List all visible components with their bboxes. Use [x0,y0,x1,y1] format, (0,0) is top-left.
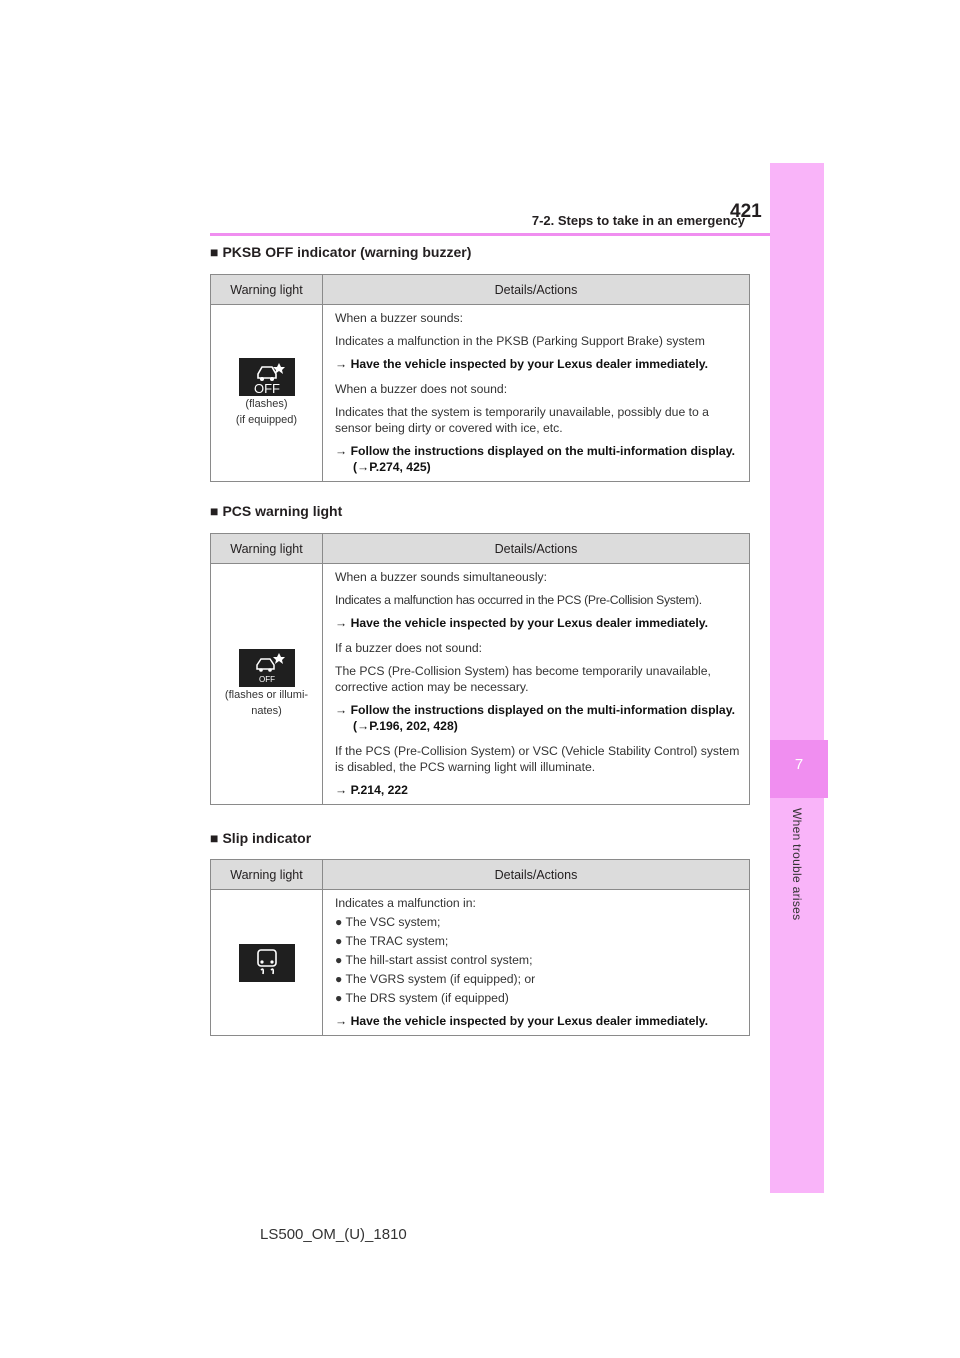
description-text: If the PCS (Pre-Collision System) or VSC (Vehicle Stability Control) system is disabled, the PCS warning light will illuminate. [335,744,740,774]
action-text: → Follow the instructions displayed on the multi-information display. [335,444,735,458]
details-cell [323,890,750,1036]
heading-slip [210,830,311,846]
warning-light-cell [211,564,323,805]
warning-light-cell [211,890,323,1036]
list-item [335,933,741,949]
col-details-actions: Details/Actions [323,534,750,564]
page-number: 421 [730,201,762,222]
table-slip [210,859,750,1036]
footer-document-code: LS500_OM_(U)_1810 [260,1226,407,1243]
bullet-dot-icon: ● [335,953,343,967]
list-item-text: The VGRS system (if equipped); or [345,972,536,986]
list-item-text: The DRS system (if equipped) [345,991,509,1005]
bullet-dot-icon: ● [335,972,343,986]
pcs-warning-icon [239,649,295,687]
page-reference: (→P.274, 425) [353,460,431,474]
table-row [211,305,750,482]
heading-pksb-text: PKSB OFF indicator (warning buzzer) [222,244,472,260]
col-warning-light: Warning light [211,534,323,564]
square-bullet-icon: ■ [210,503,219,519]
description-text: Indicates a malfunction in the PKSB (Parking Support Brake) system [335,334,705,348]
action-text: → Have the vehicle inspected by your Lexus dealer immediately. [335,1014,708,1028]
action-text: → Follow the instructions displayed on the multi-information display. [335,703,735,717]
heading-pksb [210,244,471,260]
table-pcs [210,533,750,805]
col-details-actions: Details/Actions [323,275,750,305]
page-reference: → P.214, 222 [335,783,408,797]
bullet-dot-icon: ● [335,934,343,948]
table-header-row [211,534,750,564]
pksb-off-icon [239,358,295,396]
off-label: OFF [253,381,280,396]
chapter-number: 7 [794,756,804,773]
list-item [335,990,741,1006]
list-item [335,914,741,930]
heading-slip-text: Slip indicator [222,830,312,846]
condition-text: When a buzzer sounds simultaneously: [335,570,548,584]
list-item-text: The TRAC system; [345,934,449,948]
section-title: 7-2. Steps to take in an emergency [531,213,745,228]
details-cell [323,564,750,805]
col-warning-light: Warning light [211,275,323,305]
list-item-text: The VSC system; [345,915,441,929]
warning-light-cell [211,305,323,482]
description-text: Indicates a malfunction in: [335,896,476,910]
chapter-title: When trouble arises [790,808,804,921]
col-details-actions: Details/Actions [323,860,750,890]
icon-caption: (flashes or illumi- [224,689,309,701]
condition-text: If a buzzer does not sound: [335,641,483,655]
table-row [211,890,750,1036]
heading-pcs [210,503,342,519]
description-text: Indicates that the system is temporarily unavailable, possibly due to a sensor being dirty or covered with ice, etc. [335,405,709,435]
bullet-dot-icon: ● [335,991,343,1005]
table-pksb [210,274,750,482]
list-item [335,952,741,968]
bullet-dot-icon: ● [335,915,343,929]
square-bullet-icon: ■ [210,830,219,846]
table-row [211,564,750,805]
details-cell [323,305,750,482]
list-item [335,971,741,987]
icon-caption: (flashes) [245,398,288,410]
description-text: Indicates a malfunction has occurred in the PCS (Pre-Collision System). [335,593,702,607]
heading-pcs-text: PCS warning light [222,503,343,519]
page-reference: (→P.196, 202, 428) [353,719,458,733]
icon-caption: nates) [251,705,282,717]
action-text: → Have the vehicle inspected by your Lexus dealer immediately. [335,616,708,630]
slip-indicator-icon [239,944,295,982]
off-label: OFF [258,675,275,684]
header-rule [210,233,770,236]
table-header-row [211,275,750,305]
table-header-row [211,860,750,890]
condition-text: When a buzzer sounds: [335,311,464,325]
icon-caption: (if equipped) [235,414,298,426]
list-item-text: The hill-start assist control system; [345,953,533,967]
square-bullet-icon: ■ [210,244,219,260]
action-text: → Have the vehicle inspected by your Lexus dealer immediately. [335,357,708,371]
col-warning-light: Warning light [211,860,323,890]
chapter-side-tab [770,163,824,1193]
condition-text: When a buzzer does not sound: [335,382,508,396]
description-text: The PCS (Pre-Collision System) has become temporarily unavailable, corrective action may be necessary. [335,664,711,694]
